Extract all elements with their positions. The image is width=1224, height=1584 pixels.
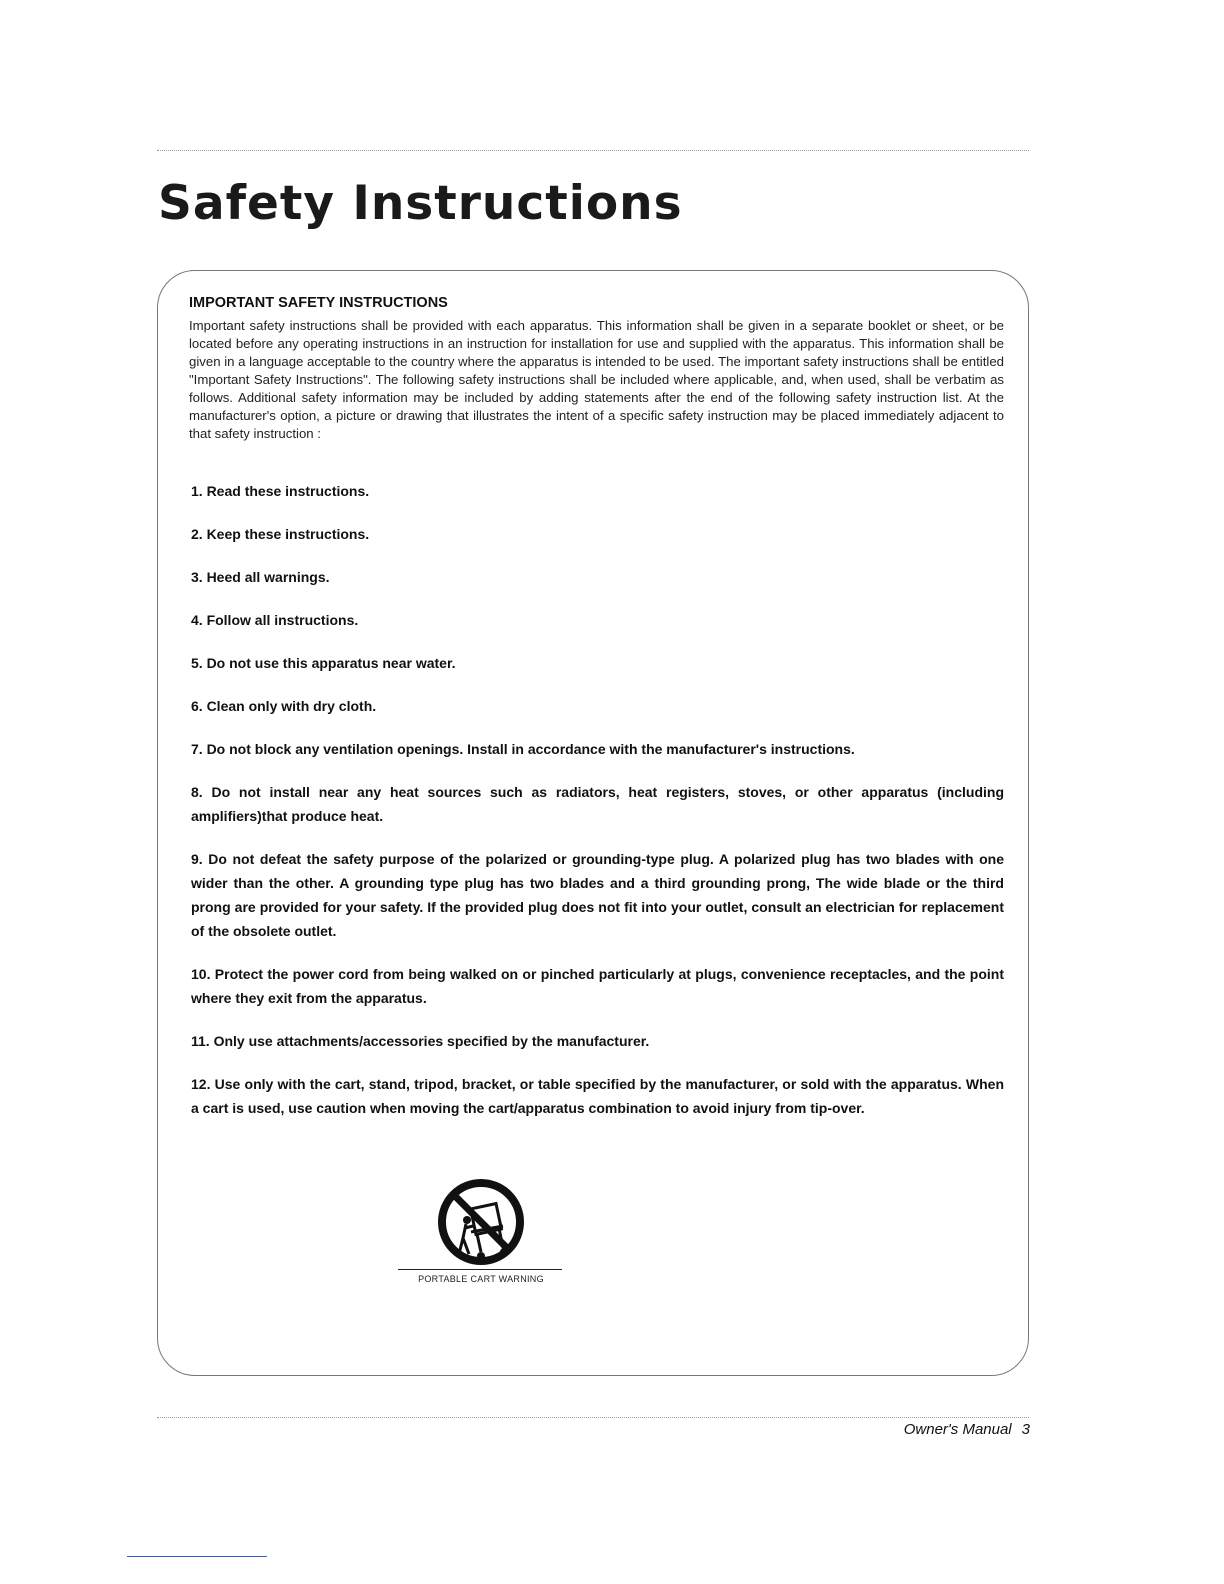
instruction-item: 11. Only use attachments/accessories specified by the manufacturer. bbox=[191, 1033, 650, 1049]
box-heading: IMPORTANT SAFETY INSTRUCTIONS bbox=[189, 295, 448, 311]
page-number: 3 bbox=[1021, 1421, 1030, 1438]
figure-caption: PORTABLE CART WARNING bbox=[418, 1274, 544, 1284]
instruction-item: 4. Follow all instructions. bbox=[191, 612, 359, 628]
bottom-accent-line bbox=[127, 1556, 267, 1557]
footer-label: Owner's Manual bbox=[903, 1421, 1012, 1438]
safety-instructions-box bbox=[157, 270, 1029, 1376]
page-footer bbox=[904, 1421, 1030, 1438]
instruction-item: 3. Heed all warnings. bbox=[191, 569, 330, 585]
portable-cart-warning-icon bbox=[433, 1176, 529, 1268]
instruction-item: 9. Do not defeat the safety purpose of the polarized or grounding-type plug. A polarized plug has two blades with one wider than the other. A grounding type plug has two blades and a third grounding prong, The wide blade or the third prong are provided for your safety. If the provided plug does not fit into your outlet, consult an electrician for replacement of the obsolete outlet. bbox=[191, 851, 1004, 939]
instruction-item: 2. Keep these instructions. bbox=[191, 526, 370, 542]
figure-baseline bbox=[398, 1269, 562, 1270]
bottom-divider bbox=[157, 1417, 1029, 1418]
intro-paragraph: Important safety instructions shall be provided with each apparatus. This information shall be given in a separate booklet or sheet, or be located before any operating instructions in an instruction for installation for use and supplied with the apparatus. This information shall be given in a language acceptable to the country where the apparatus is intended to be used. The important safety instructions shall be entitled "Important Safety Instructions". The following safety instructions shall be included where applicable, and, when used, shall be verbatim as follows. Additional safety information may be included by adding statements after the end of the following safety instruction list. At the manufacturer's option, a picture or drawing that illustrates the intent of a specific safety instruction may be placed immediately adjacent to that safety instruction : bbox=[189, 318, 1004, 441]
instruction-item: 7. Do not block any ventilation openings. Install in accordance with the manufacturer's instructions. bbox=[191, 741, 855, 757]
instruction-item: 8. Do not install near any heat sources such as radiators, heat registers, stoves, or other apparatus (including amplifiers)that produce heat. bbox=[191, 784, 1004, 824]
instruction-item: 5. Do not use this apparatus near water. bbox=[191, 655, 456, 671]
instruction-list bbox=[191, 479, 1004, 1120]
instruction-item: 10. Protect the power cord from being walked on or pinched particularly at plugs, convenience receptacles, and the point where they exit from the apparatus. bbox=[191, 966, 1004, 1006]
instruction-item: 12. Use only with the cart, stand, tripod, bracket, or table specified by the manufacturer, or sold with the apparatus. When a cart is used, use caution when moving the cart/apparatus combination to avoid injury from tip-over. bbox=[191, 1076, 1004, 1116]
instruction-item: 1. Read these instructions. bbox=[191, 483, 370, 499]
box-content bbox=[189, 295, 1004, 1139]
page-title: Safety Instructions bbox=[158, 176, 683, 231]
instruction-item: 6. Clean only with dry cloth. bbox=[191, 698, 377, 714]
portable-cart-figure bbox=[398, 1176, 564, 1284]
top-divider bbox=[157, 150, 1029, 151]
